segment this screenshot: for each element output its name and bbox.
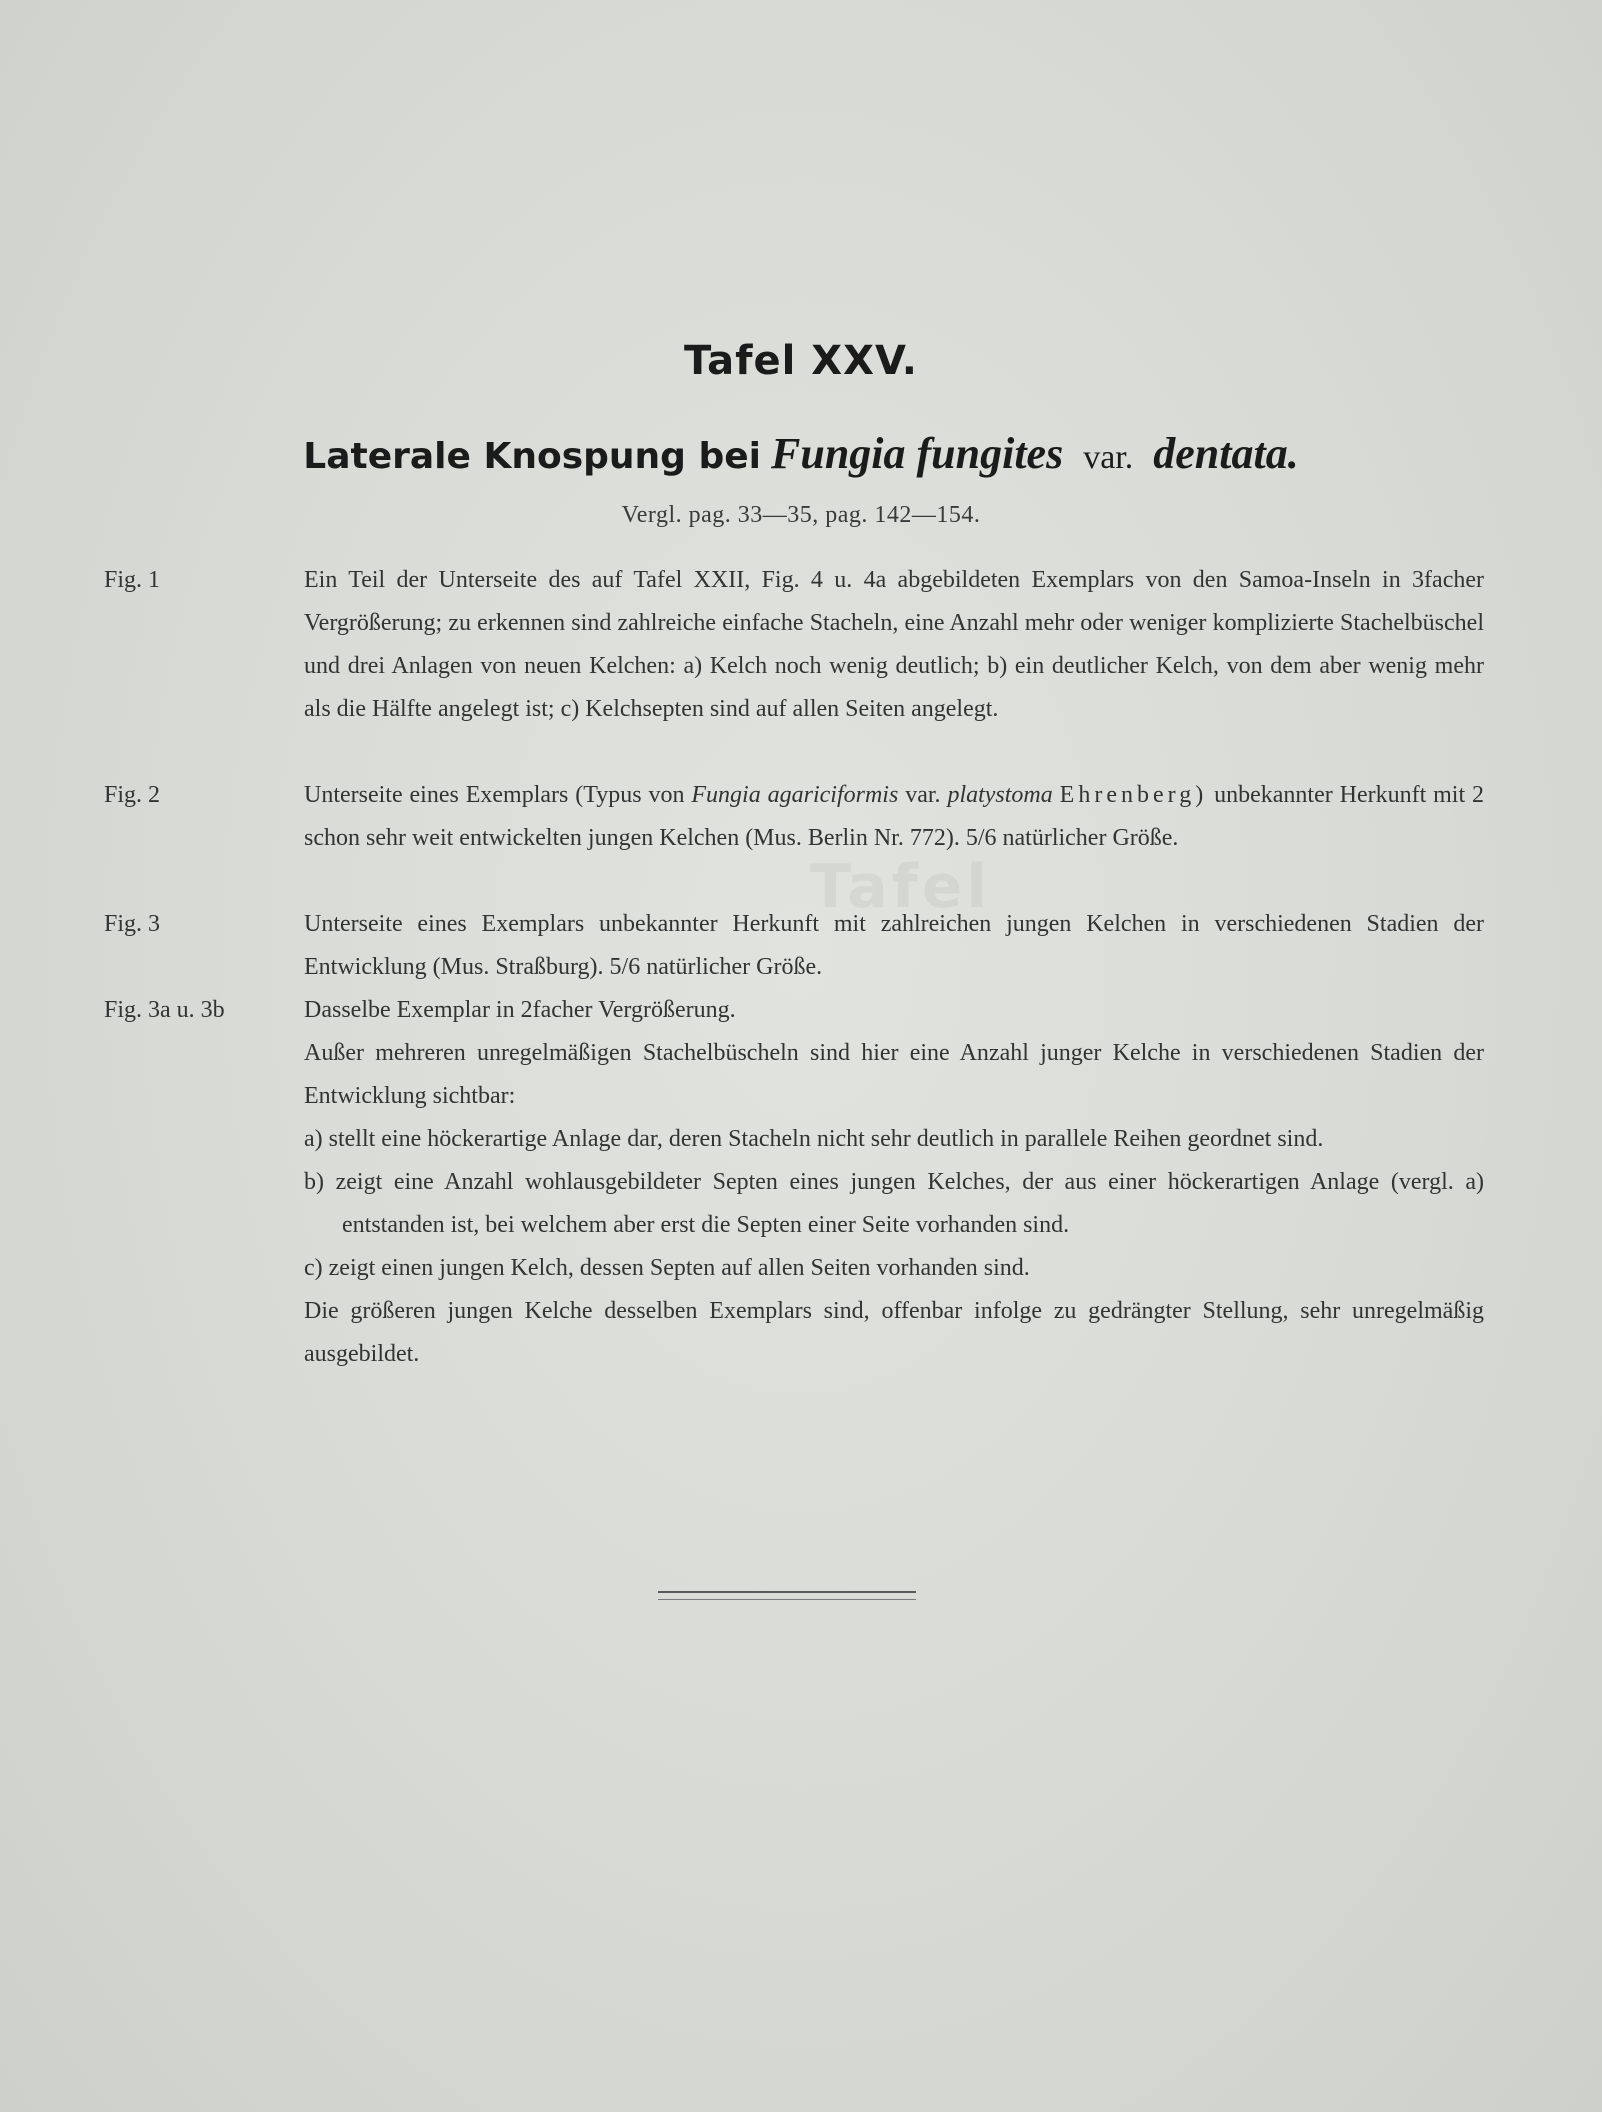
- figure-text-part: unbekannter Herkunft mit 2 schon sehr weit entwickelten jungen Kelchen (Mus. Berlin Nr. 772). 5/6 natürlicher Größe.: [304, 782, 1485, 851]
- figure-closing: Die größeren jungen Kelche desselben Exemplars sind, offenbar infolge zu gedrängter Stellung, sehr unregelmäßig ausgebildet.: [304, 1298, 1484, 1367]
- list-item: a) stellt eine höckerartige Anlage dar, deren Stacheln nicht sehr deutlich in parallele Reihen geordnet sind.: [304, 1126, 1324, 1152]
- figure-text-part: Unterseite eines Exemplars (Typus von: [304, 782, 685, 808]
- subtitle-variety: dentata.: [1153, 429, 1299, 478]
- page-reference: Vergl. pag. 33—35, pag. 142—154.: [621, 502, 981, 528]
- list-item: b) zeigt eine Anzahl wohlausgebildeter Septen eines jungen Kelches, der aus einer höckerartigen Anlage (vergl. a) entstanden ist, bei welchem aber erst die Septen einer Seite vorhanden sind.: [304, 1169, 1484, 1238]
- species-name: Fungia agariciformis: [691, 782, 899, 808]
- subtitle-genus: Fungia fungites: [771, 429, 1064, 478]
- figure-label: Fig. 1: [104, 567, 161, 593]
- figure-description: [304, 903, 1484, 989]
- figure-text: Unterseite eines Exemplars unbekannter Herkunft mit zahlreichen jungen Kelchen in verschiedenen Stadien der Entwicklung (Mus. Straßburg). 5/6 natürlicher Größe.: [304, 911, 1484, 980]
- show-through-text: Tafel: [810, 852, 992, 922]
- figure-label: Fig. 3: [104, 911, 161, 937]
- subtitle-var: var.: [1083, 439, 1134, 476]
- figure-lead: Außer mehreren unregelmäßigen Stachelbüscheln sind hier eine Anzahl junger Kelche in verschiedenen Stadien der Entwicklung sichtbar:: [304, 1040, 1484, 1109]
- figure-text-part: var.: [905, 782, 941, 808]
- author-name: Ehrenberg): [1059, 782, 1208, 808]
- figure-intro: Dasselbe Exemplar in 2facher Vergrößerung.: [304, 997, 736, 1023]
- list-item: c) zeigt einen jungen Kelch, dessen Septen auf allen Seiten vorhanden sind.: [304, 1255, 1030, 1281]
- figure-description: [304, 559, 1484, 731]
- figure-description: [304, 774, 1484, 860]
- subtitle-lead: Laterale Knospung bei: [303, 436, 761, 477]
- figure-text: Ein Teil der Unterseite des auf Tafel XXII, Fig. 4 u. 4a abgebildeten Exemplars von den Samoa-Inseln in 3facher Vergrößerung; zu erkennen sind zahlreiche einfache Stacheln, eine Anzahl mehr oder weniger komplizierte Stachelbüschel und drei Anlagen von neuen Kelchen: a) Kelch noch wenig deutlich; b) ein deutlicher Kelch, von dem aber wenig mehr als die Hälfte angelegt ist; c) Kelchsepten sind auf allen Seiten angelegt.: [304, 567, 1484, 722]
- page-title: Tafel XXV.: [684, 338, 918, 384]
- figure-label: Fig. 3a u. 3b: [104, 997, 225, 1023]
- plate-subtitle: [0, 428, 1602, 479]
- figure-label: Fig. 2: [104, 782, 161, 808]
- variety-name: platystoma: [947, 782, 1053, 808]
- figure-text: [304, 774, 1484, 860]
- figure-description: [304, 989, 1484, 1376]
- section-divider: [658, 1591, 916, 1600]
